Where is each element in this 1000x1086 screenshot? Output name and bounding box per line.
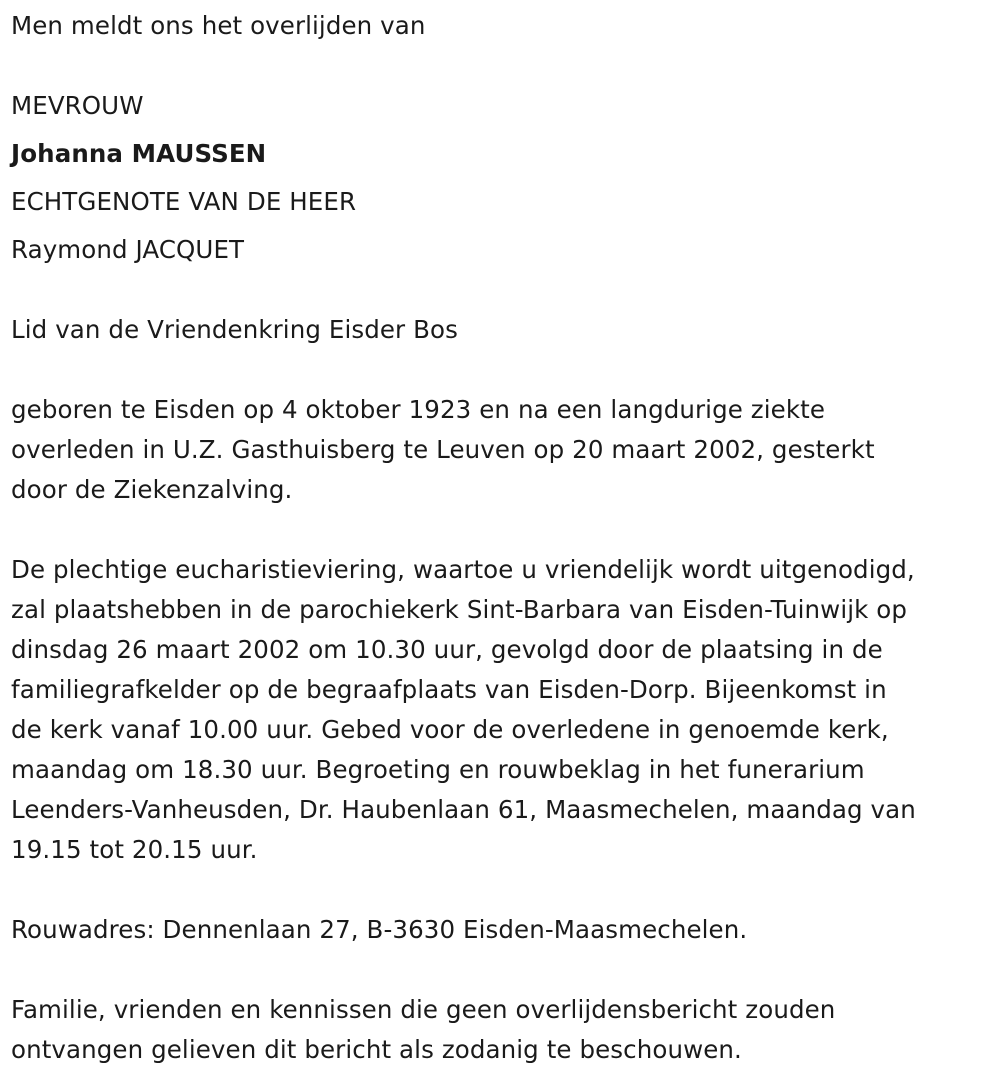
- ceremony-line: zal plaatshebben in de parochiekerk Sint-Barbara van Eisden-Tuinwijk op: [11, 595, 908, 624]
- deceased-name: Johanna MAUSSEN: [11, 139, 267, 168]
- salutation: MEVROUW: [11, 91, 144, 120]
- ceremony-line: de kerk vanaf 10.00 uur. Gebed voor de overledene in genoemde kerk,: [11, 715, 889, 744]
- ceremony-line: dinsdag 26 maart 2002 om 10.30 uur, gevolgd door de plaatsing in de: [11, 635, 883, 664]
- ceremony-line: 19.15 tot 20.15 uur.: [11, 835, 258, 864]
- ceremony-line: familiegrafkelder op de begraafplaats van Eisden-Dorp. Bijeenkomst in: [11, 675, 887, 704]
- intro-text: Men meldt ons het overlijden van: [11, 11, 426, 40]
- membership-text: Lid van de Vriendenkring Eisder Bos: [11, 315, 458, 344]
- ceremony-line: Leenders-Vanheusden, Dr. Haubenlaan 61, Maasmechelen, maandag van: [11, 795, 916, 824]
- closing-line: ontvangen gelieven dit bericht als zodanig te beschouwen.: [11, 1035, 742, 1064]
- birth-death-line: door de Ziekenzalving.: [11, 475, 293, 504]
- closing-line: Familie, vrienden en kennissen die geen overlijdensbericht zouden: [11, 995, 836, 1024]
- spouse-name: Raymond JACQUET: [11, 235, 245, 264]
- spouse-title: ECHTGENOTE VAN DE HEER: [11, 187, 357, 216]
- mourning-address: Rouwadres: Dennenlaan 27, B-3630 Eisden-Maasmechelen.: [11, 915, 748, 944]
- birth-death-line: overleden in U.Z. Gasthuisberg te Leuven op 20 maart 2002, gesterkt: [11, 435, 875, 464]
- ceremony-line: De plechtige eucharistieviering, waartoe u vriendelijk wordt uitgenodigd,: [11, 555, 915, 584]
- ceremony-line: maandag om 18.30 uur. Begroeting en rouwbeklag in het funerarium: [11, 755, 865, 784]
- birth-death-line: geboren te Eisden op 4 oktober 1923 en na een langdurige ziekte: [11, 395, 826, 424]
